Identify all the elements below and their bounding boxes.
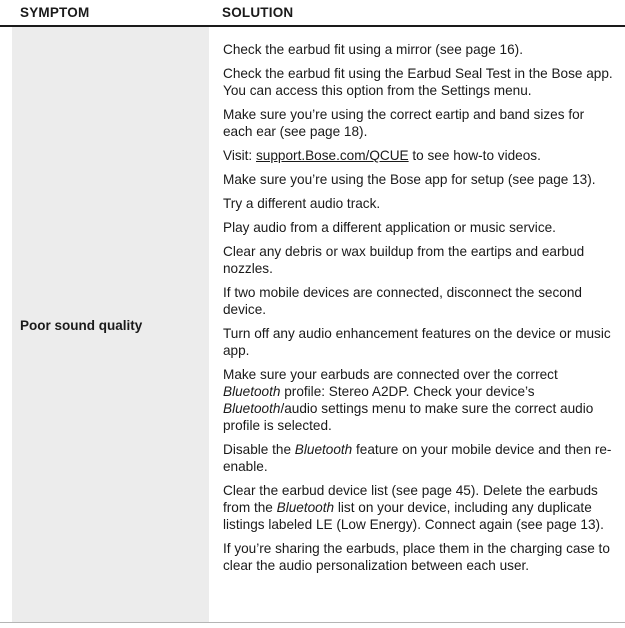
table-header	[0, 0, 625, 27]
support-link[interactable]: support.Bose.com/QCUE	[256, 148, 409, 163]
solution-item: Check the earbud fit using the Earbud Seal Test in the Bose app. You can access this option from the Settings menu.	[223, 66, 613, 98]
solution-item: Try a different audio track.	[223, 196, 381, 211]
solution-item: Play audio from a different application or music service.	[223, 220, 556, 235]
symptom-column-header: SYMPTOM	[20, 5, 90, 20]
solution-item: Make sure you’re using the correct eartip and band sizes for each ear (see page 18).	[223, 107, 585, 139]
solution-item: Make sure you’re using the Bose app for setup (see page 13).	[223, 172, 596, 187]
solution-item: Disable the Bluetooth feature on your mobile device and then re-enable.	[223, 442, 612, 474]
solution-item: Check the earbud fit using a mirror (see page 16).	[223, 42, 523, 57]
solution-item: Clear the earbud device list (see page 45). Delete the earbuds from the Bluetooth list on your device, including any duplicate listings labeled LE (Low Energy). Connect again (see page 13).	[223, 483, 604, 532]
symptom-cell	[12, 27, 209, 622]
solution-column-header: SOLUTION	[222, 5, 294, 20]
solution-item: If two mobile devices are connected, disconnect the second device.	[223, 285, 582, 317]
solution-list	[223, 41, 615, 581]
solution-item: Visit: support.Bose.com/QCUE to see how-to videos.	[223, 148, 541, 163]
solution-item: Clear any debris or wax buildup from the eartips and earbud nozzles.	[223, 244, 585, 276]
symptom-text: Poor sound quality	[20, 318, 143, 333]
solution-item: Make sure your earbuds are connected over the correct Bluetooth profile: Stereo A2DP. Check your device’s Bluetooth/audio settings menu to make sure the correct audio profile is selected.	[223, 367, 594, 433]
solution-item: If you’re sharing the earbuds, place them in the charging case to clear the audio personalization between each user.	[223, 541, 610, 573]
solution-item: Turn off any audio enhancement features on the device or music app.	[223, 326, 611, 358]
